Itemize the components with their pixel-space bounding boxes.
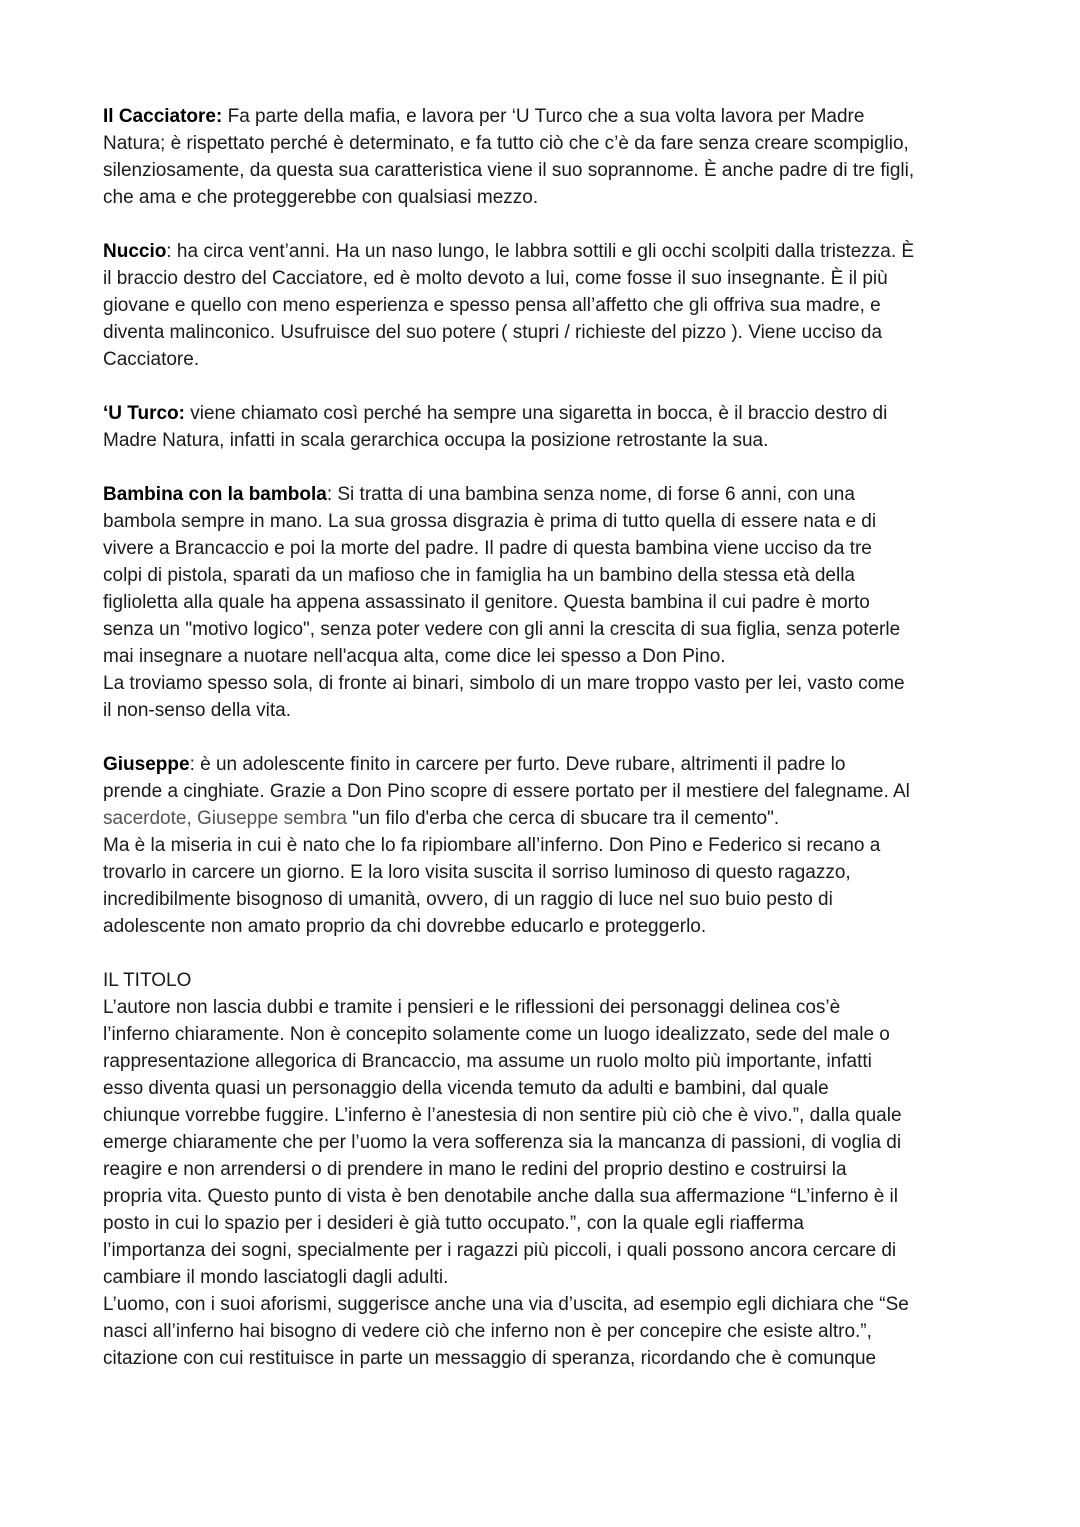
text-line — [103, 400, 983, 427]
text-line — [103, 265, 983, 292]
text-line — [103, 643, 983, 670]
text-segment: posto in cui lo spazio per i desideri è già tutto occupato.”, con la quale egli riafferma — [103, 1213, 804, 1234]
text-line — [103, 967, 983, 994]
text-line — [103, 130, 983, 157]
text-segment: trovarlo in carcere un giorno. E la loro visita suscita il sorriso luminoso di questo ragazzo, — [103, 862, 851, 883]
text-segment: prende a cinghiate. Grazie a Don Pino scopre di essere portato per il mestiere del falegname. Al — [103, 781, 910, 802]
text-segment: che ama e che proteggerebbe con qualsiasi mezzo. — [103, 187, 539, 208]
text-segment: rappresentazione allegorica di Brancaccio, ma assume un ruolo molto più importante, infatti — [103, 1051, 872, 1072]
text-line — [103, 103, 983, 130]
text-segment: il non-senso della vita. — [103, 700, 291, 721]
text-line — [103, 1021, 983, 1048]
text-line — [103, 1156, 983, 1183]
text-line — [103, 913, 983, 940]
text-line — [103, 1210, 983, 1237]
text-segment: L’uomo, con i suoi aforismi, suggerisce anche una via d’uscita, ad esempio egli dichiara che “Se — [103, 1294, 909, 1315]
character-name: Nuccio — [103, 241, 167, 262]
text-line — [103, 670, 983, 697]
text-line — [103, 184, 983, 211]
text-segment: chiunque vorrebbe fuggire. L’inferno è l’anestesia di non sentire più ciò che è vivo.”, dalla quale — [103, 1105, 902, 1126]
text-line — [103, 1048, 983, 1075]
text-line — [103, 481, 983, 508]
text-segment: sacerdote, Giuseppe sembra — [103, 808, 347, 829]
text-segment: propria vita. Questo punto di vista è ben denotabile anche dalla sua affermazione “L’inferno è il — [103, 1186, 898, 1207]
text-segment: : Si tratta di una bambina senza nome, di forse 6 anni, con una — [326, 484, 855, 505]
text-segment: citazione con cui restituisce in parte un messaggio di speranza, ricordando che è comunque — [103, 1348, 877, 1369]
text-segment: Natura; è rispettato perché è determinato, e fa tutto ciò che c’è da fare senza creare scompiglio, — [103, 133, 909, 154]
text-segment: reagire e non arrendersi o di prendere in mano le redini del proprio destino e costruirsi la — [103, 1159, 847, 1180]
text-line — [103, 1291, 983, 1318]
character-name: Il Cacciatore: — [103, 106, 223, 127]
text-line — [103, 1237, 983, 1264]
text-line — [103, 805, 983, 832]
text-line — [103, 157, 983, 184]
text-line — [103, 1102, 983, 1129]
text-line — [103, 886, 983, 913]
text-line — [103, 778, 983, 805]
text-segment: vivere a Brancaccio e poi la morte del padre. Il padre di questa bambina viene ucciso da tre — [103, 538, 872, 559]
text-segment: figlioletta alla quale ha appena assassinato il genitore. Questa bambina il cui padre è morto — [103, 592, 870, 613]
text-segment: giovane e quello con meno esperienza e spesso pensa all’affetto che gli offriva sua madre, e — [103, 295, 881, 316]
text-segment: : è un adolescente finito in carcere per furto. Deve rubare, altrimenti il padre lo — [189, 754, 846, 775]
text-segment: viene chiamato così perché ha sempre una sigaretta in bocca, è il braccio destro di — [184, 403, 888, 424]
text-segment: l’importanza dei sogni, specialmente per i ragazzi più piccoli, i quali possono ancora cercare di — [103, 1240, 897, 1261]
text-line — [103, 616, 983, 643]
text-segment: colpi di pistola, sparati da un mafioso che in famiglia ha un bambino della stessa età della — [103, 565, 856, 586]
paragraph-il-titolo — [103, 967, 983, 1372]
text-segment: emerge chiaramente che per l’uomo la vera sofferenza sia la mancanza di passioni, di voglia di — [103, 1132, 902, 1153]
text-line — [103, 589, 983, 616]
character-name: ‘U Turco: — [103, 403, 185, 424]
text-line — [103, 1264, 983, 1291]
text-line — [103, 1075, 983, 1102]
text-segment: Madre Natura, infatti in scala gerarchica occupa la posizione retrostante la sua. — [103, 430, 769, 451]
text-segment: Cacciatore. — [103, 349, 200, 370]
text-line — [103, 292, 983, 319]
paragraph-giuseppe — [103, 751, 983, 940]
text-segment: : ha circa vent’anni. Ha un naso lungo, le labbra sottili e gli occhi scolpiti dalla tristezza. È — [166, 241, 915, 262]
text-segment: "un filo d'erba che cerca di sbucare tra il cemento". — [346, 808, 780, 829]
text-segment: esso diventa quasi un personaggio della vicenda temuto da adulti e bambini, dal quale — [103, 1078, 829, 1099]
paragraph-bambina — [103, 481, 983, 724]
text-segment: bambola sempre in mano. La sua grossa disgrazia è prima di tutto quella di essere nata e di — [103, 511, 877, 532]
text-line — [103, 1129, 983, 1156]
text-segment: il braccio destro del Cacciatore, ed è molto devoto a lui, come fosse il suo insegnante. È il più — [103, 268, 888, 289]
text-line — [103, 1183, 983, 1210]
text-segment: adolescente non amato proprio da chi dovrebbe educarlo e proteggerlo. — [103, 916, 707, 937]
text-line — [103, 238, 983, 265]
paragraph-cacciatore — [103, 103, 983, 211]
text-line — [103, 832, 983, 859]
character-name: Giuseppe — [103, 754, 190, 775]
text-line — [103, 859, 983, 886]
text-line — [103, 508, 983, 535]
text-line — [103, 319, 983, 346]
text-line — [103, 562, 983, 589]
text-segment: senza un "motivo logico", senza poter vedere con gli anni la crescita di sua figlia, senza poterle — [103, 619, 901, 640]
text-segment: diventa malinconico. Usufruisce del suo potere ( stupri / richieste del pizzo ). Viene ucciso da — [103, 322, 883, 343]
text-line — [103, 346, 983, 373]
text-line — [103, 535, 983, 562]
text-segment: L’autore non lascia dubbi e tramite i pensieri e le riflessioni dei personaggi delinea cos’è — [103, 997, 841, 1018]
text-segment: silenziosamente, da questa sua caratteristica viene il suo soprannome. È anche padre di tre figli, — [103, 160, 915, 181]
text-line — [103, 1345, 983, 1372]
text-line — [103, 697, 983, 724]
text-segment: incredibilmente bisognoso di umanità, ovvero, di un raggio di luce nel suo buio pesto di — [103, 889, 833, 910]
text-line — [103, 427, 983, 454]
text-segment: Fa parte della mafia, e lavora per ‘U Turco che a sua volta lavora per Madre — [222, 106, 865, 127]
text-line — [103, 994, 983, 1021]
text-segment: mai insegnare a nuotare nell'acqua alta, come dice lei spesso a Don Pino. — [103, 646, 726, 667]
document-body — [103, 103, 983, 1399]
paragraph-u-turco — [103, 400, 983, 454]
text-segment: cambiare il mondo lasciatogli dagli adulti. — [103, 1267, 449, 1288]
character-name: Bambina con la bambola — [103, 484, 327, 505]
text-line — [103, 751, 983, 778]
text-segment: IL TITOLO — [103, 970, 192, 991]
text-segment: nasci all’inferno hai bisogno di vedere ciò che inferno non è per concepire che esiste altro.”, — [103, 1321, 872, 1342]
text-segment: Ma è la miseria in cui è nato che lo fa ripiombare all’inferno. Don Pino e Federico si recano a — [103, 835, 881, 856]
paragraph-nuccio — [103, 238, 983, 373]
text-segment: l’inferno chiaramente. Non è concepito solamente come un luogo idealizzato, sede del male o — [103, 1024, 890, 1045]
text-line — [103, 1318, 983, 1345]
text-segment: La troviamo spesso sola, di fronte ai binari, simbolo di un mare troppo vasto per lei, vasto come — [103, 673, 905, 694]
